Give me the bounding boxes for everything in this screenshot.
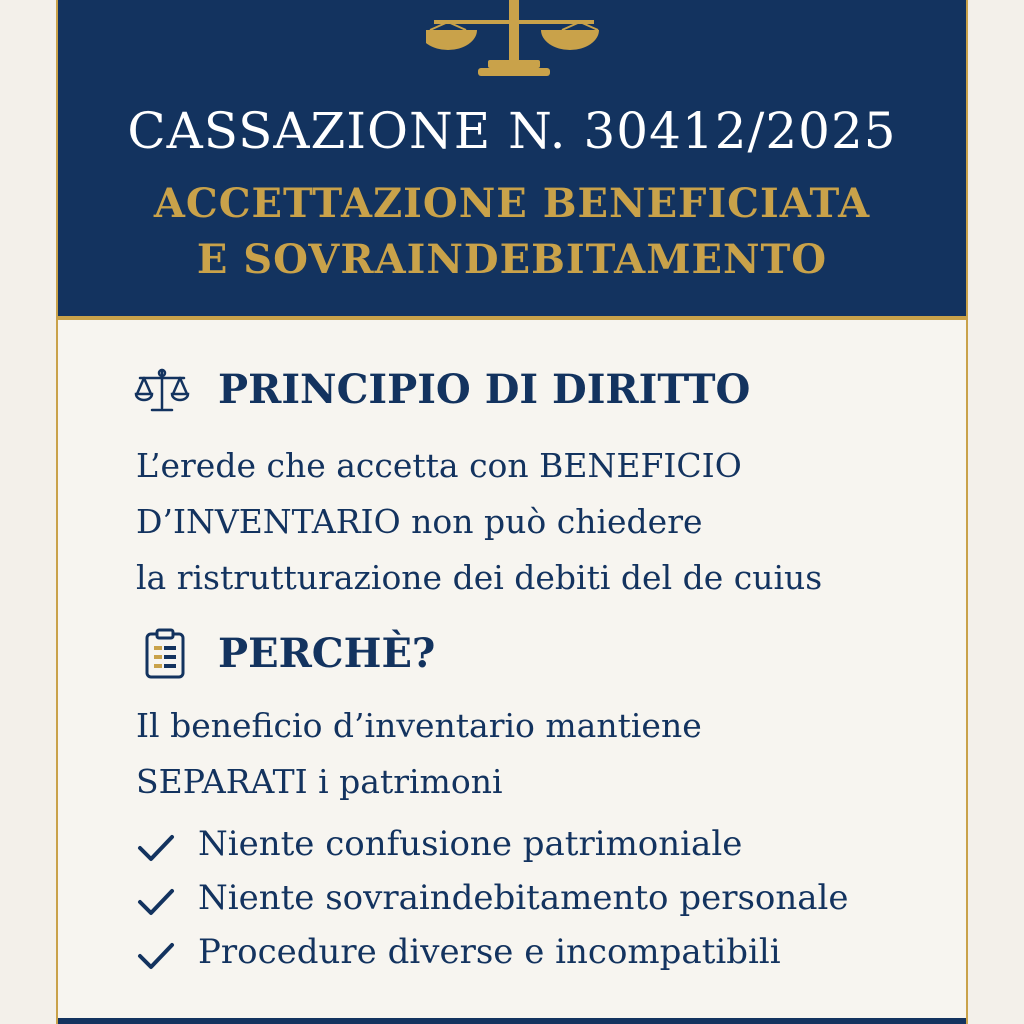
principle-line: L’erede che accetta con BENEFICIO [136, 446, 742, 485]
header-banner [58, 0, 966, 320]
checkmark-icon [136, 940, 176, 972]
checkmark-icon [136, 832, 176, 864]
subtitle-line-1: ACCETTAZIONE BENEFICIATA [153, 180, 871, 227]
balance-scale-icon [134, 366, 190, 416]
checklist-text: Procedure diverse e incompatibili [198, 932, 781, 972]
page-title: CASSAZIONE N. 30412/2025 [127, 102, 897, 160]
balance-scale-icon [426, 0, 602, 80]
bottom-bar [58, 1018, 966, 1024]
principle-heading: PRINCIPIO DI DIRITTO [218, 366, 751, 413]
checkmark-icon [136, 886, 176, 918]
subtitle-line-2: E SOVRAINDEBITAMENTO [196, 236, 828, 283]
clipboard-icon [144, 628, 186, 680]
checklist-text: Niente confusione patrimoniale [198, 824, 743, 864]
infographic-card [56, 0, 968, 1024]
principle-line: la ristrutturazione dei debiti del de cuius [136, 558, 823, 597]
why-line: SEPARATI i patrimoni [136, 762, 503, 801]
principle-line: D’INVENTARIO non può chiedere [136, 502, 703, 541]
why-heading: PERCHÈ? [218, 630, 436, 677]
checklist-text: Niente sovraindebitamento personale [198, 878, 849, 918]
principle-text [136, 438, 822, 606]
why-line: Il beneficio d’inventario mantiene [136, 706, 702, 745]
why-text [136, 698, 702, 810]
